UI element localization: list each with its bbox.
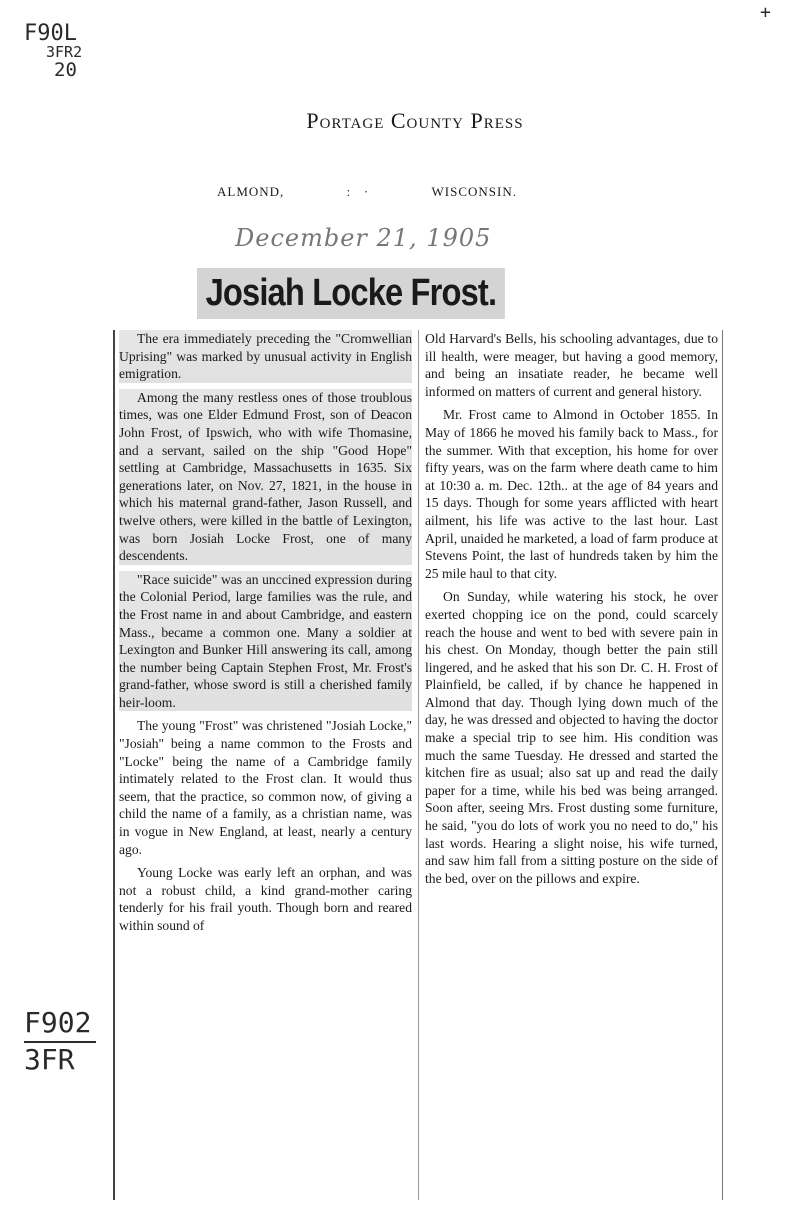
note-line: F902 [24,1006,92,1039]
paragraph: On Sunday, while watering his stock, he over exerted chopping ice on the pond, could scarcely reach the house and went to bed with severe pain in his chest. On Monday, though better the pain still lingered, and he asked that his son Dr. C. H. Frost of Plainfield, be called, if by chance he happened in Almond that day. Though lying down much of the day, he was dressed and objected to having the doctor make a special trip to see him. His condition was much the same Tuesday. He dressed and started the kitchen fire as usual; also sat up and read the daily paper for a time, while his bed was being arranged. Soon after, seeing Mrs. Frost dusting some furniture, he said, "you do lots of work you no need to do," his last words. Hearing a slight noise, his wife turned, and saw him fall from a sitting posture on the side of the bed, over on the pillows and expire. [425,589,718,886]
column-left [113,330,419,1200]
handwritten-catalog-note [24,22,82,81]
article-body [113,330,723,1200]
dateline-state: WISCONSIN. [431,184,517,199]
article-headline: Josiah Locke Frost. [197,268,505,319]
paragraph: Old Harvard's Bells, his schooling advantages, due to ill health, were meager, but having a good memory, and being an insatiate reader, he became well informed on matters of current and general history. [425,331,718,399]
handwritten-date: December 21, 1905 [235,224,492,252]
note-line: 20 [54,58,77,81]
dateline [217,184,517,200]
paragraph: Young Locke was early left an orphan, and was not a robust child, a kind grand-mother caring tenderly for his frail youth. Though born and reared within sound of [119,865,412,933]
newspaper-clipping [105,90,725,1200]
paragraph: "Race suicide" was an unccined expression during the Colonial Period, large families was the rule, and the Frost name in and about Cambridge, and eastern Mass., became a common one. Many a soldier at Lexington and Bunker Hill answering its call, among the number being Captain Stephen Frost, Mr. Frost's grand-father, whose sword is still a cherished family heir-loom. [119,571,412,710]
paragraph: Mr. Frost came to Almond in October 1855. In May of 1866 he moved his family back to Mass., for the summer. With that exception, his home for over fifty years, was on the farm where death came to him at 10:30 a. m. Dec. 12th.. at the age of 84 years and 15 days. Though for some years afflicted with heart ailment, his life was active to the last hour. Last April, unaided he marketed, a load of farm produce at Stevens Point, the last of hundreds taken by him the 25 mile haul to that city. [425,407,718,581]
paragraph: The era immediately preceding the "Cromwellian Uprising" was marked by unusual activity in English emigration. [119,331,412,382]
paragraph: Among the many restless ones of those troublous times, was one Elder Edmund Frost, son of Deacon John Frost, of Ipswich, who with wife Thomasine, and a servant, sailed on the ship "Good Hope" settling at Cambridge, Massachusetts in 1635. Six generations later, on Nov. 27, 1821, in the house in which his maternal grand-father, Jason Russell, and twelve others, were killed in the battle of Lexington, was born Josiah Locke Frost, one of many descendents. [119,389,412,564]
dateline-city: ALMOND, [217,184,285,199]
paragraph: The young "Frost" was christened "Josiah Locke," "Josiah" being a name common to the Frosts and "Locke" being the name of a Cambridge family intimately related to the Frost clan. It would thus seem, that the practice, so common now, of giving a child the name of a family, as a christian name, was in vogue in New England, at least, nearly a century ago. [119,718,412,857]
note-line: 3FR [24,1042,75,1076]
masthead: Portage County Press [306,108,524,133]
column-right [419,330,723,1200]
note-line: 3FR2 [46,43,83,62]
dateline-separator: : · [346,184,370,199]
corner-mark: + [760,2,771,23]
note-line: F90L [24,21,77,46]
handwritten-side-note [24,1008,96,1076]
